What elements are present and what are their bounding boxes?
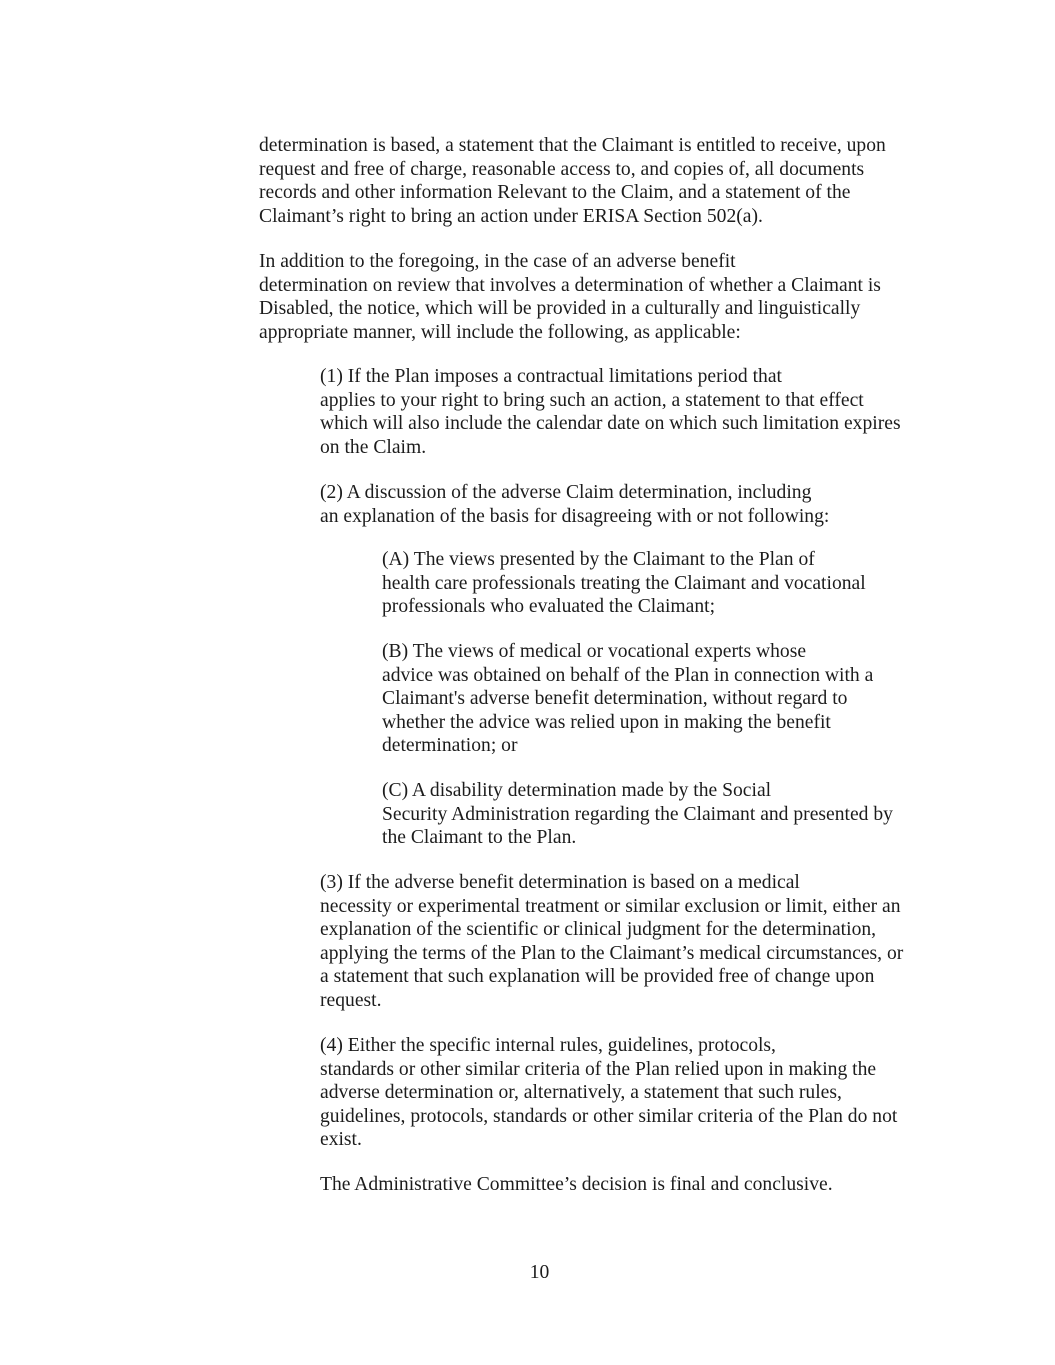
item-2a-claimant-views: (A) The views presented by the Claimant to the Plan of health care professionals treating the Claimant and vocational professionals who evaluated the Claimant; xyxy=(382,549,866,617)
item-1-contractual-limitations: (1) If the Plan imposes a contractual limitations period that applies to your right to bring such an action, a statement to that effect which will also include the calendar date on which such limitation expires on the Claim. xyxy=(320,366,901,458)
item-3-medical-necessity: (3) If the adverse benefit determination is based on a medical necessity or experimental treatment or similar exclusion or limit, either an explanation of the scientific or clinical judgment for the determination, applying the terms of the Plan to the Claimant’s medical circumstances, or a statement that such explanation will be provided free of change upon request. xyxy=(320,872,904,1011)
page-number: 10 xyxy=(529,1262,550,1283)
closing-statement: The Administrative Committee’s decision is final and conclusive. xyxy=(320,1174,833,1195)
item-4-internal-rules: (4) Either the specific internal rules, guidelines, protocols, standards or other similar criteria of the Plan relied upon in making the adverse determination or, alternatively, a statement that such rules, guidelines, protocols, standards or other similar criteria of the Plan do not exist. xyxy=(320,1035,898,1150)
paragraph-adverse-benefit-review: In addition to the foregoing, in the case of an adverse benefit determination on review that involves a determination of whether a Claimant is Disabled, the notice, which will be provided in a culturally and linguistically appropriate manner, will include the following, as applicable: xyxy=(259,251,881,343)
item-2b-expert-views: (B) The views of medical or vocational experts whose advice was obtained on behalf of the Plan in connection with a Claimant's adverse benefit determination, without regard to whether the advice was relied upon in making the benefit determination; or xyxy=(382,641,874,756)
paragraph-continuation: determination is based, a statement that the Claimant is entitled to receive, upon request and free of charge, reasonable access to, and copies of, all documents records and other information Relevant to the Claim, and a statement of the Claimant’s right to bring an action under ERISA Section 502(a). xyxy=(259,135,886,227)
item-2c-ssa-determination: (C) A disability determination made by the Social Security Administration regarding the Claimant and presented by the Claimant to the Plan. xyxy=(382,780,893,848)
item-2-discussion: (2) A discussion of the adverse Claim determination, including an explanation of the basis for disagreeing with or not following: xyxy=(320,482,830,527)
